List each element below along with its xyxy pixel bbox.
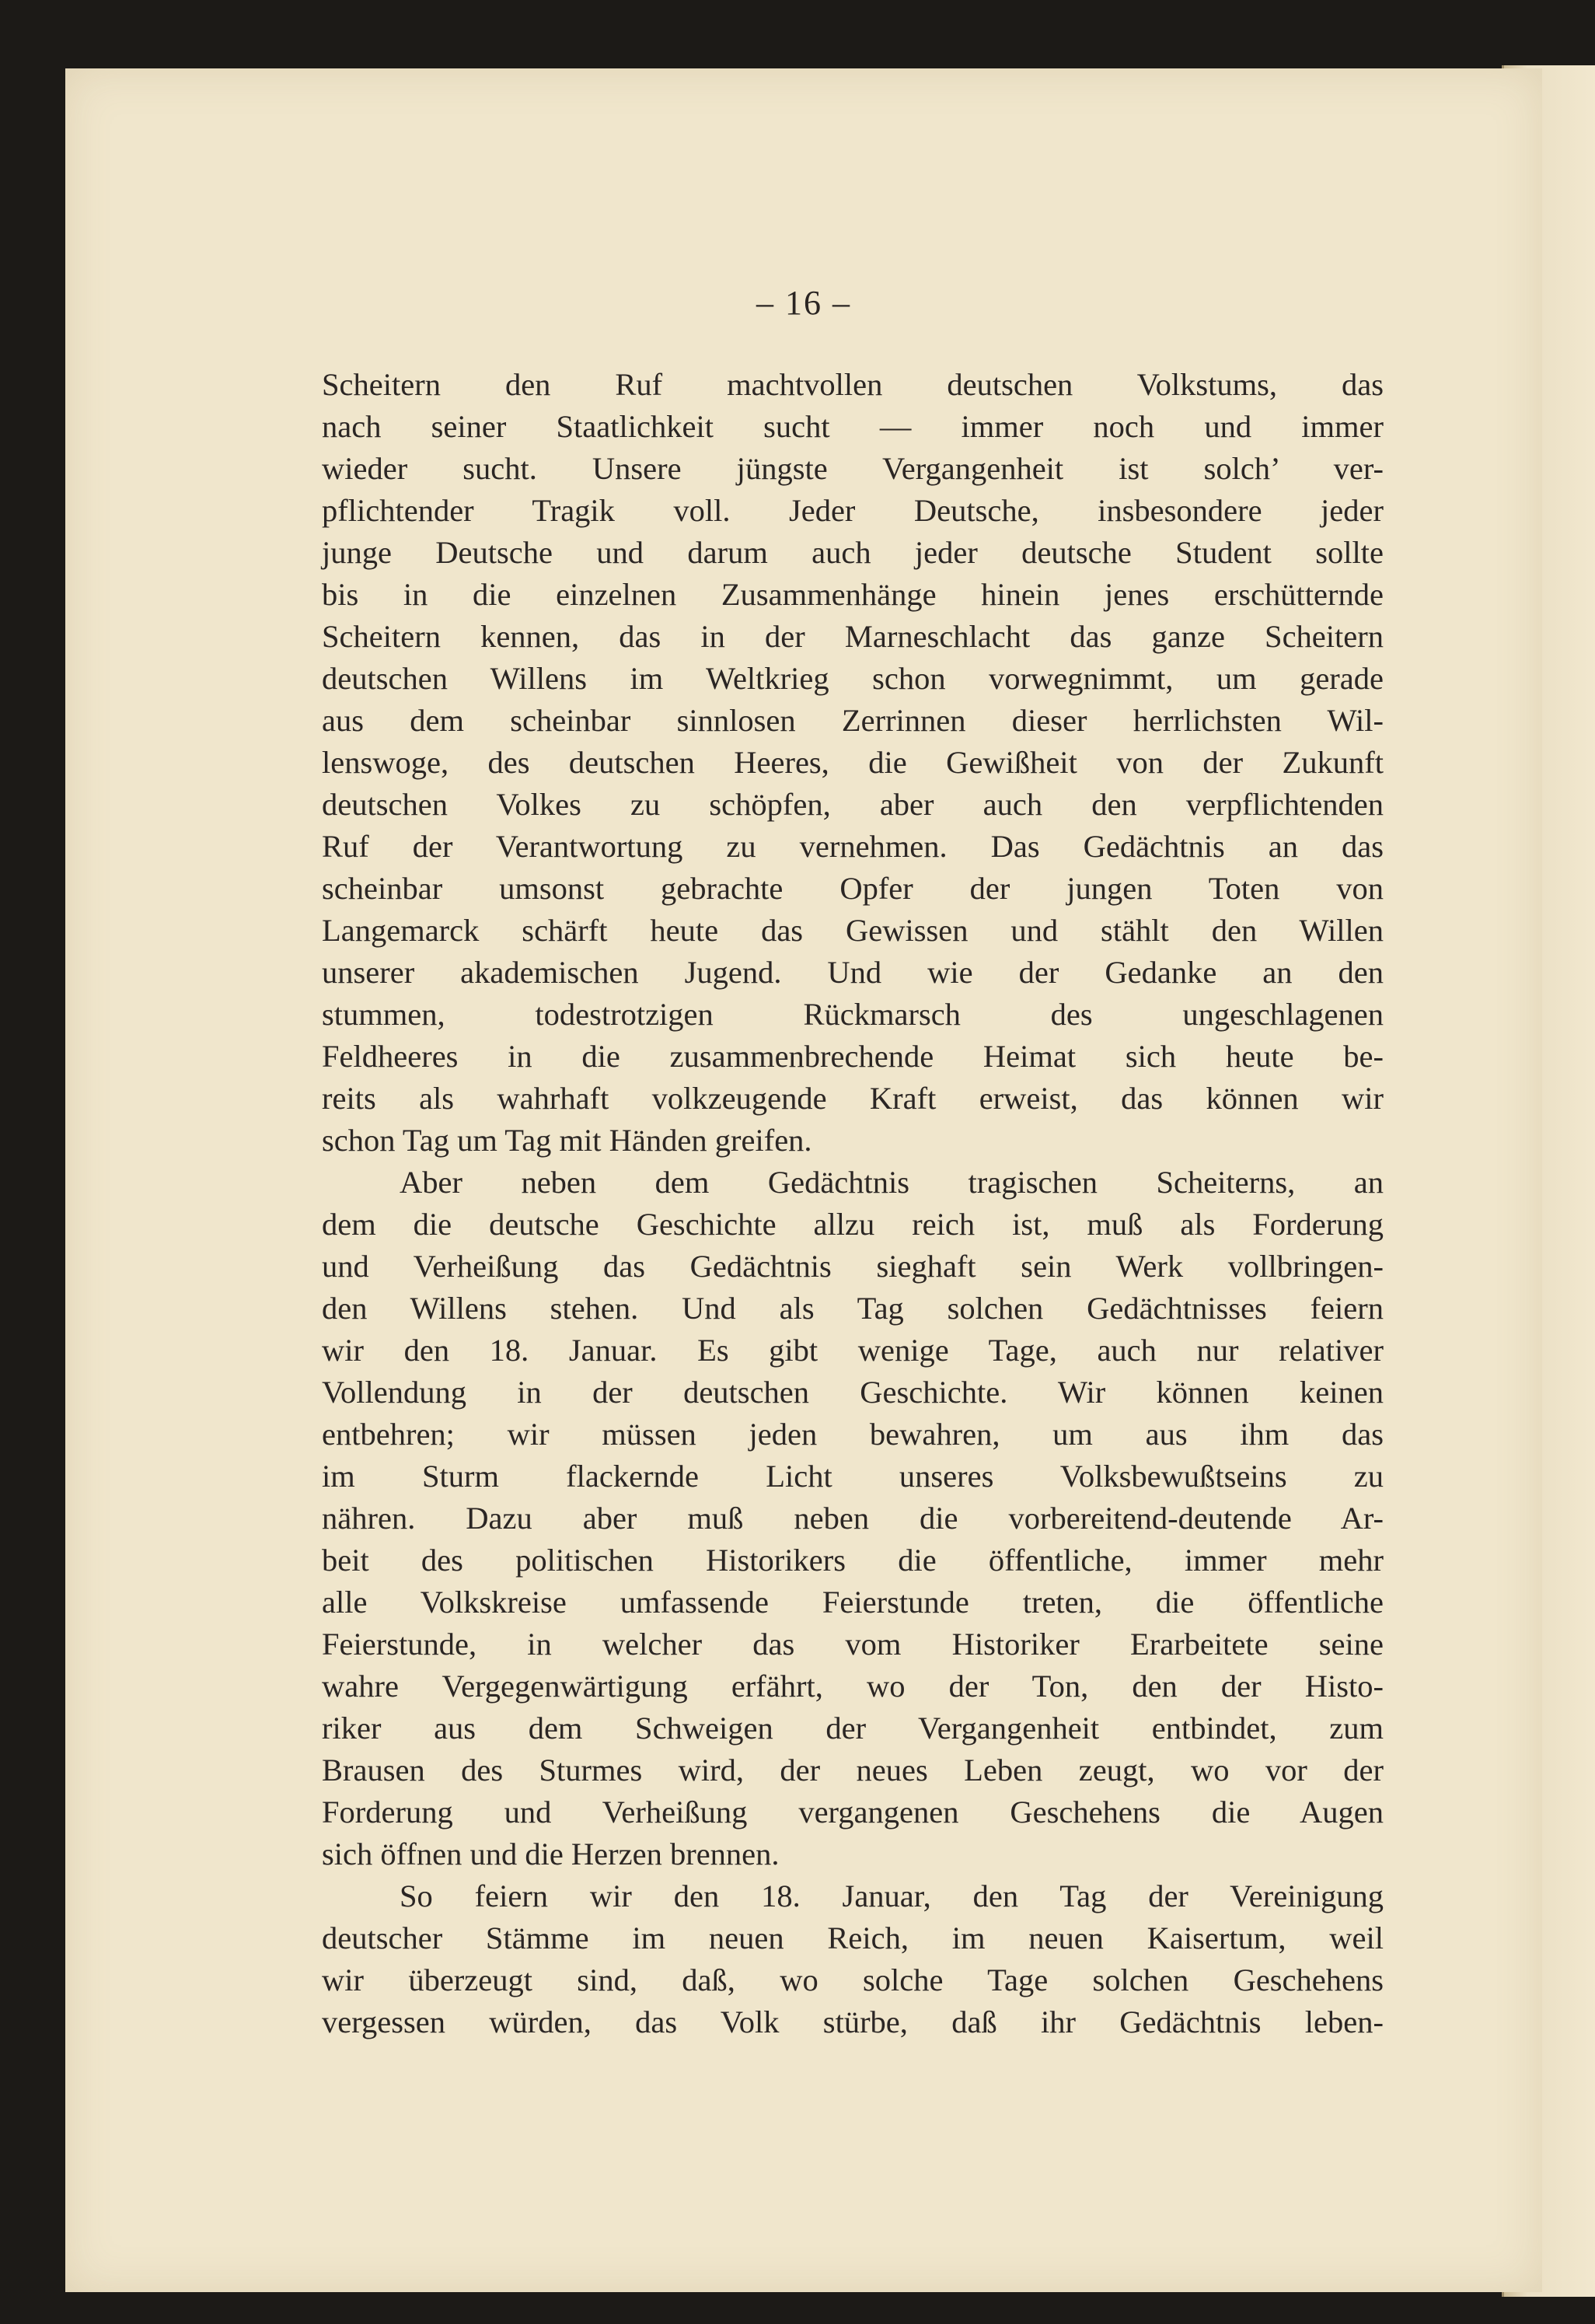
body-text [322, 364, 1384, 2043]
text-line: Feierstunde, in welcher das vom Historiker Erarbeitete seine [322, 1627, 1384, 1662]
text-line: wieder sucht. Unsere jüngste Vergangenheit ist solch’ ver- [322, 451, 1384, 486]
text-line: unserer akademischen Jugend. Und wie der Gedanke an den [322, 955, 1384, 990]
book-page [65, 68, 1542, 2292]
text-line: Brausen des Sturmes wird, der neues Leben zeugt, wo vor der [322, 1753, 1384, 1788]
text-line: den Willens stehen. Und als Tag solchen Gedächtnisses feiern [322, 1291, 1384, 1326]
text-line: beit des politischen Historikers die öffentliche, immer mehr [322, 1543, 1384, 1578]
text-line: Forderung und Verheißung vergangenen Geschehens die Augen [322, 1795, 1384, 1829]
text-line: Vollendung in der deutschen Geschichte. Wir können keinen [322, 1375, 1384, 1410]
text-line: Langemarck schärft heute das Gewissen und stählt den Willen [322, 913, 1384, 948]
text-line: Aber neben dem Gedächtnis tragischen Scheiterns, an [400, 1165, 1384, 1200]
text-line: sich öffnen und die Herzen brennen. [322, 1836, 780, 1871]
text-line: entbehren; wir müssen jeden bewahren, um aus ihm das [322, 1417, 1384, 1452]
text-line: deutschen Volkes zu schöpfen, aber auch den verpflichtenden [322, 787, 1384, 822]
text-line: junge Deutsche und darum auch jeder deutsche Student sollte [322, 535, 1384, 570]
text-line: deutschen Willens im Weltkrieg schon vorwegnimmt, um gerade [322, 661, 1384, 696]
text-line: Feldheeres in die zusammenbrechende Heimat sich heute be- [322, 1039, 1384, 1074]
text-line: aus dem scheinbar sinnlosen Zerrinnen dieser herrlichsten Wil- [322, 703, 1384, 738]
text-line: nach seiner Staatlichkeit sucht — immer noch und immer [322, 409, 1384, 444]
page-number: – 16 – [756, 284, 851, 322]
text-line: Scheitern kennen, das in der Marneschlacht das ganze Scheitern [322, 619, 1384, 654]
text-line: nähren. Dazu aber muß neben die vorbereitend-deutende Ar- [322, 1501, 1384, 1536]
text-line: dem die deutsche Geschichte allzu reich ist, muß als Forderung [322, 1207, 1384, 1242]
text-line: Scheitern den Ruf machtvollen deutschen Volkstums, das [322, 367, 1384, 402]
text-line: und Verheißung das Gedächtnis sieghaft sein Werk vollbringen- [322, 1249, 1384, 1284]
text-line: So feiern wir den 18. Januar, den Tag der Vereinigung [400, 1878, 1384, 1913]
text-line: pflichtender Tragik voll. Jeder Deutsche, insbesondere jeder [322, 493, 1384, 528]
text-line: alle Volkskreise umfassende Feierstunde treten, die öffentliche [322, 1585, 1384, 1620]
text-line: lenswoge, des deutschen Heeres, die Gewißheit von der Zukunft [322, 745, 1384, 780]
text-line: bis in die einzelnen Zusammenhänge hinein jenes erschütternde [322, 577, 1384, 612]
text-line: Ruf der Verantwortung zu vernehmen. Das Gedächtnis an das [322, 829, 1384, 864]
text-line: wir überzeugt sind, daß, wo solche Tage solchen Geschehens [322, 1962, 1384, 1997]
text-line: im Sturm flackernde Licht unseres Volksbewußtseins zu [322, 1459, 1384, 1494]
text-line: wir den 18. Januar. Es gibt wenige Tage, auch nur relativer [322, 1333, 1384, 1368]
text-line: reits als wahrhaft volkzeugende Kraft erweist, das können wir [322, 1081, 1384, 1116]
text-line: scheinbar umsonst gebrachte Opfer der jungen Toten von [322, 871, 1384, 906]
text-line: vergessen würden, das Volk stürbe, daß ihr Gedächtnis leben- [322, 2004, 1384, 2039]
text-line: riker aus dem Schweigen der Vergangenheit entbindet, zum [322, 1711, 1384, 1746]
text-line: wahre Vergegenwärtigung erfährt, wo der Ton, den der Histo- [322, 1669, 1384, 1704]
text-line: stummen, todestrotzigen Rückmarsch des ungeschlagenen [322, 997, 1384, 1032]
text-line: schon Tag um Tag mit Händen greifen. [322, 1123, 812, 1158]
text-line: deutscher Stämme im neuen Reich, im neuen Kaisertum, weil [322, 1920, 1384, 1955]
